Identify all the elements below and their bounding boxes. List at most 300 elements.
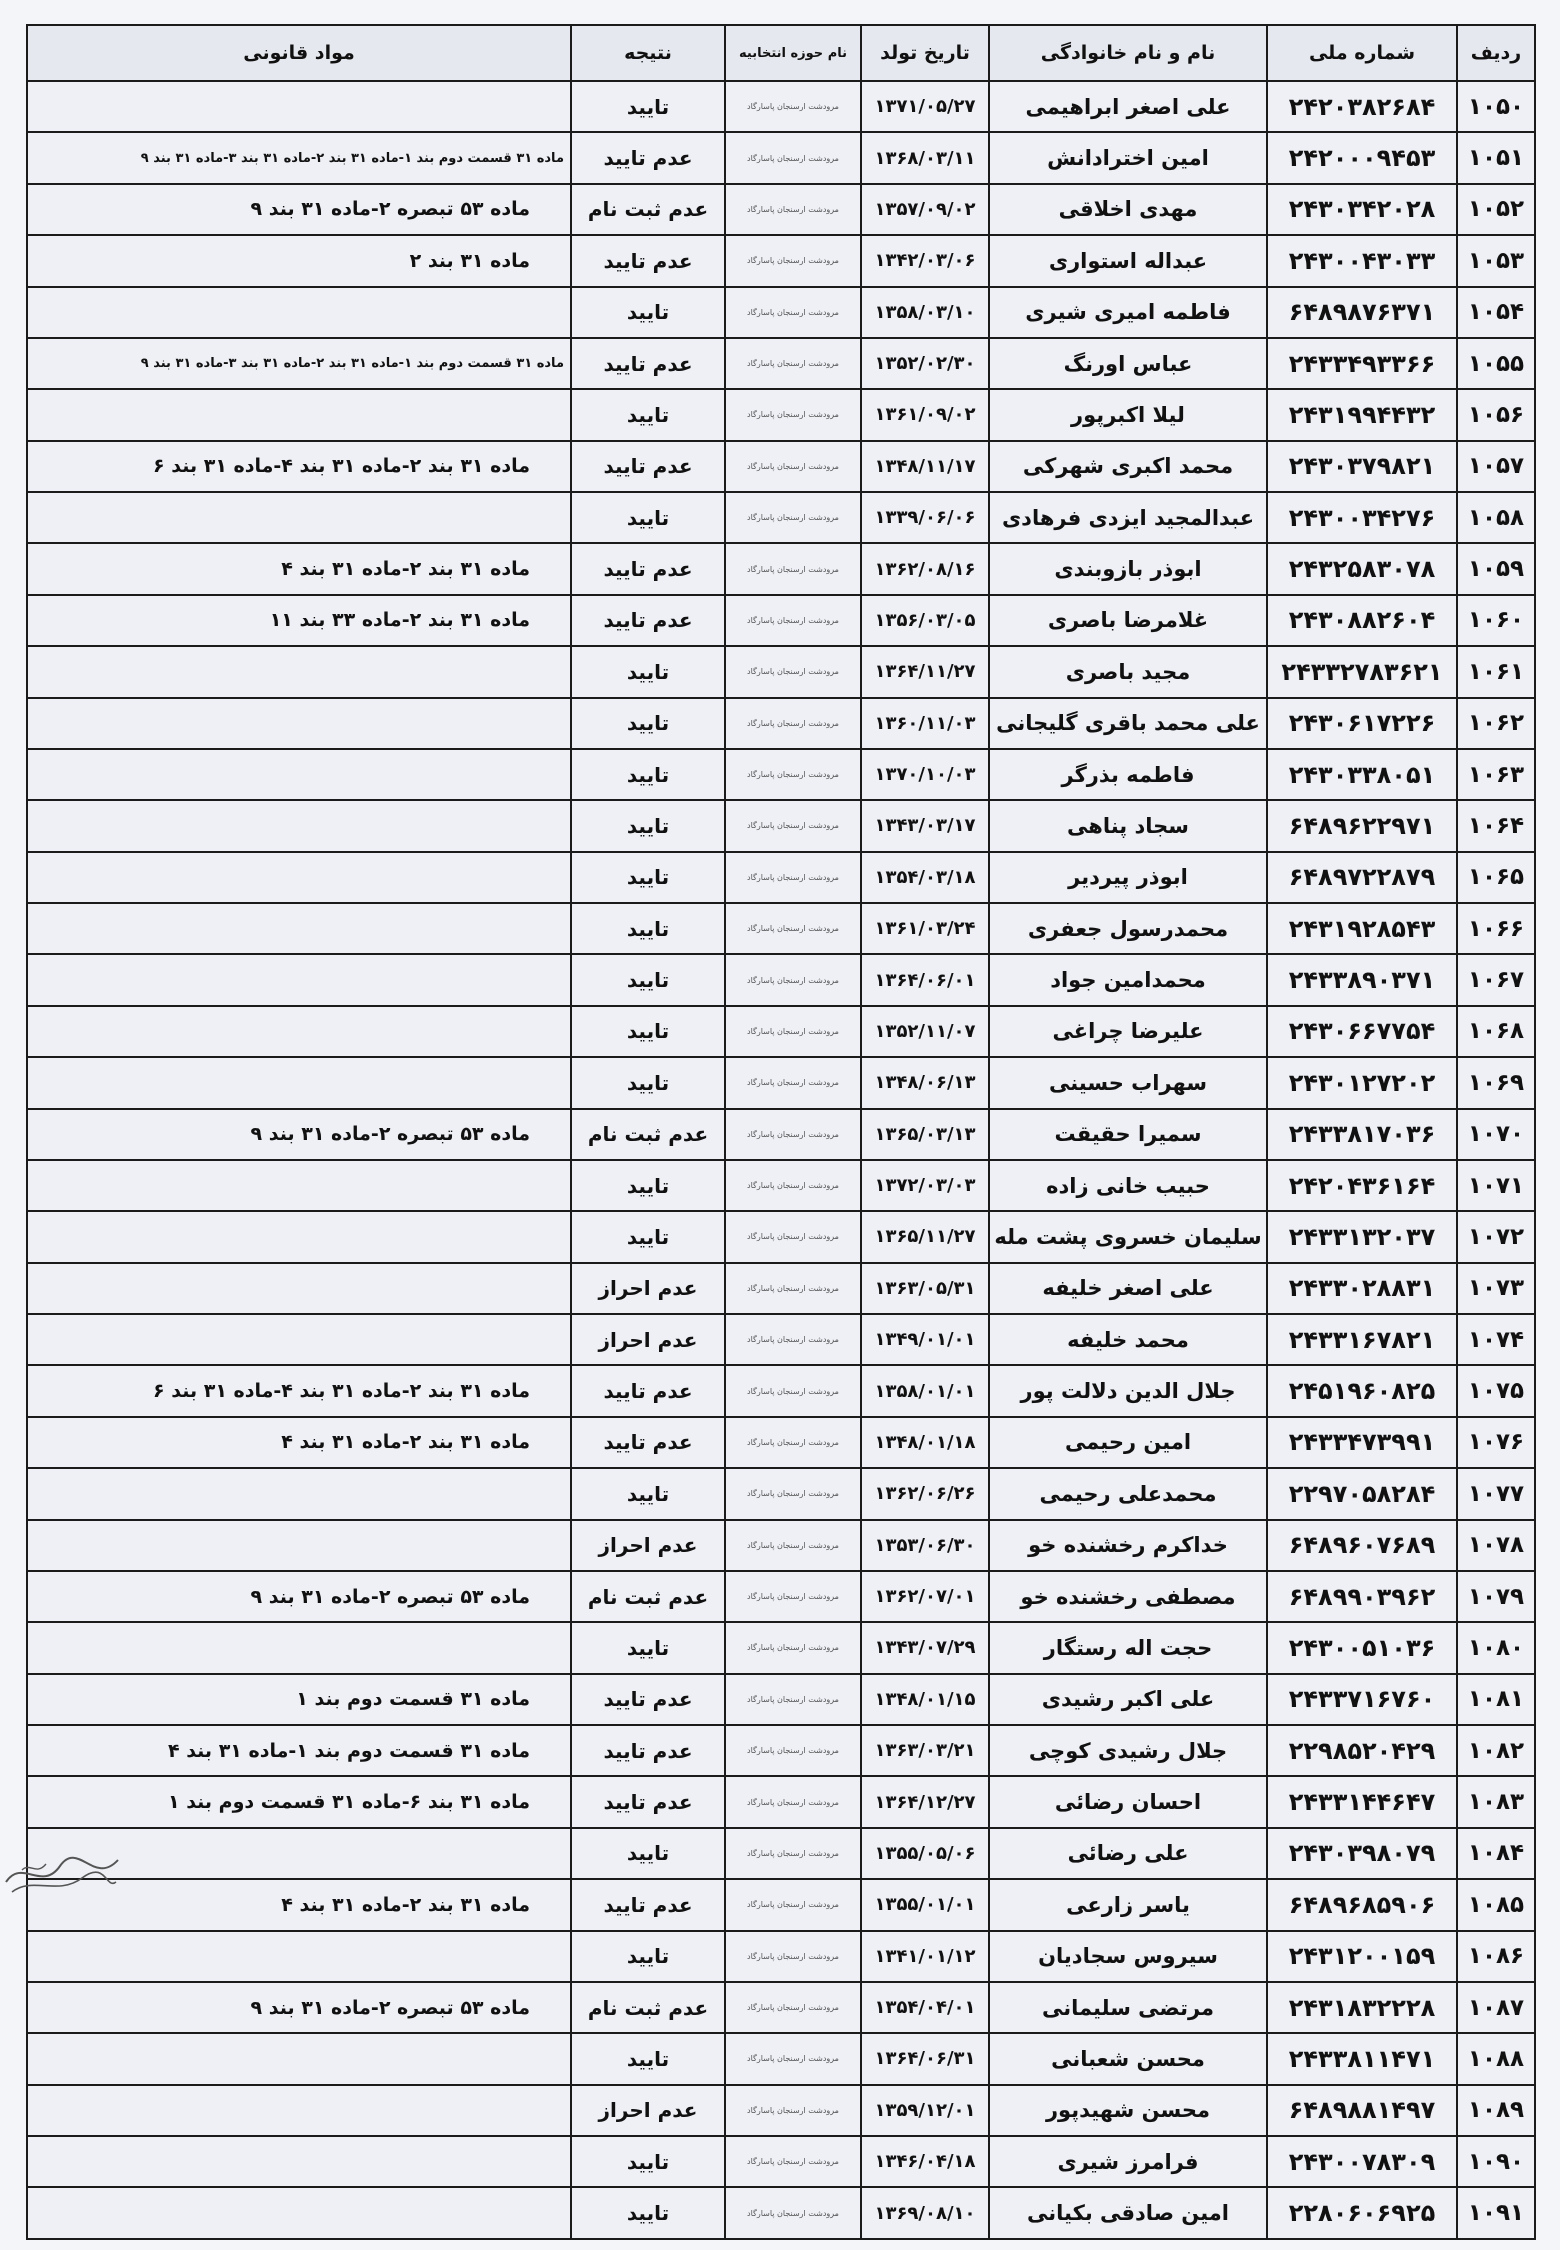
legal-articles-cell: ماده ۳۱ بند ۲-ماده ۳۱ بند ۴-ماده ۳۱ بند ۶ — [27, 441, 571, 492]
legal-articles-cell: ماده ۳۱ قسمت دوم بند ۱-ماده ۳۱ بند ۴ — [27, 1725, 571, 1776]
national-id-cell: ۲۲۸۰۶۰۶۹۲۵ — [1267, 2187, 1457, 2239]
national-id-cell: ۲۴۳۳۱۴۴۶۴۷ — [1267, 1776, 1457, 1827]
row-number-cell: ۱۰۶۰ — [1457, 595, 1535, 646]
table-row — [27, 1365, 1535, 1416]
legal-articles-cell — [27, 1006, 571, 1057]
national-id-cell: ۲۴۳۰۳۴۲۰۲۸ — [1267, 184, 1457, 235]
district-cell: مرودشت ارسنجان پاسارگاد — [725, 1674, 861, 1725]
legal-articles-cell — [27, 646, 571, 697]
birth-date-cell: ۱۳۴۹/۰۱/۰۱ — [861, 1314, 989, 1365]
result-cell: عدم ثبت نام — [571, 1982, 725, 2033]
birth-date-cell: ۱۳۶۲/۰۷/۰۱ — [861, 1571, 989, 1622]
result-cell: تایید — [571, 1057, 725, 1108]
district-cell: مرودشت ارسنجان پاسارگاد — [725, 595, 861, 646]
birth-date-cell: ۱۳۴۳/۰۷/۲۹ — [861, 1622, 989, 1673]
national-id-cell: ۲۴۳۰۰۷۸۳۰۹ — [1267, 2136, 1457, 2187]
table-row — [27, 2085, 1535, 2136]
result-cell: عدم تایید — [571, 1725, 725, 1776]
district-cell: مرودشت ارسنجان پاسارگاد — [725, 1160, 861, 1211]
table-row — [27, 2187, 1535, 2239]
national-id-cell: ۲۲۹۷۰۵۸۲۸۴ — [1267, 1468, 1457, 1519]
candidate-list-sheet — [26, 24, 1534, 2240]
birth-date-cell: ۱۳۶۴/۱۲/۲۷ — [861, 1776, 989, 1827]
legal-articles-cell: ماده ۳۱ بند ۲-ماده ۳۱ بند ۴-ماده ۳۱ بند ۶ — [27, 1365, 571, 1416]
table-row — [27, 81, 1535, 132]
legal-articles-cell — [27, 1520, 571, 1571]
table-row — [27, 1468, 1535, 1519]
national-id-cell: ۶۴۸۹۸۷۶۳۷۱ — [1267, 287, 1457, 338]
district-cell: مرودشت ارسنجان پاسارگاد — [725, 646, 861, 697]
district-cell: مرودشت ارسنجان پاسارگاد — [725, 1622, 861, 1673]
result-cell: تایید — [571, 646, 725, 697]
result-cell: تایید — [571, 389, 725, 440]
result-cell: تایید — [571, 852, 725, 903]
birth-date-cell: ۱۳۶۱/۰۹/۰۲ — [861, 389, 989, 440]
table-row — [27, 1674, 1535, 1725]
district-cell: مرودشت ارسنجان پاسارگاد — [725, 1057, 861, 1108]
birth-date-cell: ۱۳۶۴/۱۱/۲۷ — [861, 646, 989, 697]
full-name-cell: محمدامین جواد — [989, 954, 1267, 1005]
legal-articles-cell — [27, 1314, 571, 1365]
header-birth-date: تاریخ تولد — [861, 25, 989, 81]
national-id-cell: ۲۴۳۰۳۷۹۸۲۱ — [1267, 441, 1457, 492]
national-id-cell: ۲۴۳۲۵۸۳۰۷۸ — [1267, 543, 1457, 594]
district-cell: مرودشت ارسنجان پاسارگاد — [725, 2136, 861, 2187]
row-number-cell: ۱۰۷۳ — [1457, 1263, 1535, 1314]
full-name-cell: جلال الدین دلالت پور — [989, 1365, 1267, 1416]
district-cell: مرودشت ارسنجان پاسارگاد — [725, 1776, 861, 1827]
district-cell: مرودشت ارسنجان پاسارگاد — [725, 1931, 861, 1982]
full-name-cell: علی اصغر خلیفه — [989, 1263, 1267, 1314]
birth-date-cell: ۱۳۴۸/۰۱/۱۵ — [861, 1674, 989, 1725]
district-cell: مرودشت ارسنجان پاسارگاد — [725, 338, 861, 389]
header-full-name: نام و نام خانوادگی — [989, 25, 1267, 81]
legal-articles-cell — [27, 800, 571, 851]
header-district: نام حوزه انتخابیه — [725, 25, 861, 81]
full-name-cell: علی رضائی — [989, 1828, 1267, 1879]
district-cell: مرودشت ارسنجان پاسارگاد — [725, 2187, 861, 2239]
legal-articles-cell — [27, 852, 571, 903]
table-row — [27, 235, 1535, 286]
district-cell: مرودشت ارسنجان پاسارگاد — [725, 184, 861, 235]
legal-articles-cell — [27, 2033, 571, 2084]
full-name-cell: محسن شهیدپور — [989, 2085, 1267, 2136]
table-body — [27, 81, 1535, 2239]
row-number-cell: ۱۰۷۱ — [1457, 1160, 1535, 1211]
district-cell: مرودشت ارسنجان پاسارگاد — [725, 2085, 861, 2136]
row-number-cell: ۱۰۷۶ — [1457, 1417, 1535, 1468]
legal-articles-cell — [27, 2085, 571, 2136]
district-cell: مرودشت ارسنجان پاسارگاد — [725, 1520, 861, 1571]
table-row — [27, 1314, 1535, 1365]
birth-date-cell: ۱۳۴۱/۰۱/۱۲ — [861, 1931, 989, 1982]
legal-articles-cell: ماده ۳۱ بند ۲-ماده ۳۱ بند ۴ — [27, 1417, 571, 1468]
district-cell: مرودشت ارسنجان پاسارگاد — [725, 800, 861, 851]
row-number-cell: ۱۰۵۰ — [1457, 81, 1535, 132]
table-row — [27, 389, 1535, 440]
birth-date-cell: ۱۳۵۳/۰۶/۳۰ — [861, 1520, 989, 1571]
result-cell: عدم احراز — [571, 1263, 725, 1314]
table-row — [27, 1931, 1535, 1982]
district-cell: مرودشت ارسنجان پاسارگاد — [725, 903, 861, 954]
national-id-cell: ۲۴۳۱۲۰۰۱۵۹ — [1267, 1931, 1457, 1982]
legal-articles-cell — [27, 1468, 571, 1519]
legal-articles-cell — [27, 1622, 571, 1673]
birth-date-cell: ۱۳۶۰/۱۱/۰۳ — [861, 698, 989, 749]
full-name-cell: فاطمه بذرگر — [989, 749, 1267, 800]
national-id-cell: ۲۴۳۰۱۲۷۲۰۲ — [1267, 1057, 1457, 1108]
birth-date-cell: ۱۳۶۵/۰۳/۱۳ — [861, 1109, 989, 1160]
birth-date-cell: ۱۳۵۷/۰۹/۰۲ — [861, 184, 989, 235]
row-number-cell: ۱۰۸۱ — [1457, 1674, 1535, 1725]
legal-articles-cell: ماده ۵۳ تبصره ۲-ماده ۳۱ بند ۹ — [27, 184, 571, 235]
result-cell: تایید — [571, 903, 725, 954]
district-cell: مرودشت ارسنجان پاسارگاد — [725, 1417, 861, 1468]
national-id-cell: ۶۴۸۹۷۲۲۸۷۹ — [1267, 852, 1457, 903]
district-cell: مرودشت ارسنجان پاسارگاد — [725, 1109, 861, 1160]
national-id-cell: ۲۴۳۰۰۵۱۰۳۶ — [1267, 1622, 1457, 1673]
result-cell: عدم تایید — [571, 543, 725, 594]
full-name-cell: عبداله استواری — [989, 235, 1267, 286]
table-row — [27, 492, 1535, 543]
table-row — [27, 1109, 1535, 1160]
full-name-cell: محمدعلی رحیمی — [989, 1468, 1267, 1519]
birth-date-cell: ۱۳۵۴/۰۳/۱۸ — [861, 852, 989, 903]
district-cell: مرودشت ارسنجان پاسارگاد — [725, 1211, 861, 1262]
row-number-cell: ۱۰۶۳ — [1457, 749, 1535, 800]
result-cell: عدم ثبت نام — [571, 1109, 725, 1160]
table-row — [27, 2136, 1535, 2187]
birth-date-cell: ۱۳۴۸/۰۶/۱۳ — [861, 1057, 989, 1108]
birth-date-cell: ۱۳۶۱/۰۳/۲۴ — [861, 903, 989, 954]
row-number-cell: ۱۰۵۶ — [1457, 389, 1535, 440]
birth-date-cell: ۱۳۵۶/۰۳/۰۵ — [861, 595, 989, 646]
birth-date-cell: ۱۳۷۰/۱۰/۰۳ — [861, 749, 989, 800]
table-row — [27, 2033, 1535, 2084]
district-cell: مرودشت ارسنجان پاسارگاد — [725, 235, 861, 286]
legal-articles-cell — [27, 749, 571, 800]
row-number-cell: ۱۰۵۲ — [1457, 184, 1535, 235]
national-id-cell: ۲۴۳۱۹۲۸۵۴۳ — [1267, 903, 1457, 954]
row-number-cell: ۱۰۶۵ — [1457, 852, 1535, 903]
full-name-cell: علی اکبر رشیدی — [989, 1674, 1267, 1725]
table-row — [27, 1982, 1535, 2033]
row-number-cell: ۱۰۸۸ — [1457, 2033, 1535, 2084]
full-name-cell: امین اخترادانش — [989, 132, 1267, 183]
full-name-cell: احسان رضائی — [989, 1776, 1267, 1827]
table-row — [27, 1263, 1535, 1314]
district-cell: مرودشت ارسنجان پاسارگاد — [725, 852, 861, 903]
table-row — [27, 903, 1535, 954]
full-name-cell: علیرضا چراغی — [989, 1006, 1267, 1057]
district-cell: مرودشت ارسنجان پاسارگاد — [725, 1571, 861, 1622]
row-number-cell: ۱۰۸۹ — [1457, 2085, 1535, 2136]
result-cell: عدم احراز — [571, 1314, 725, 1365]
result-cell: تایید — [571, 287, 725, 338]
national-id-cell: ۲۴۵۱۹۶۰۸۲۵ — [1267, 1365, 1457, 1416]
birth-date-cell: ۱۳۶۲/۰۶/۲۶ — [861, 1468, 989, 1519]
table-row — [27, 1417, 1535, 1468]
birth-date-cell: ۱۳۵۸/۰۱/۰۱ — [861, 1365, 989, 1416]
table-row — [27, 1879, 1535, 1930]
table-row — [27, 595, 1535, 646]
birth-date-cell: ۱۳۵۲/۱۱/۰۷ — [861, 1006, 989, 1057]
national-id-cell: ۲۴۳۳۸۱۷۰۳۶ — [1267, 1109, 1457, 1160]
legal-articles-cell — [27, 954, 571, 1005]
district-cell: مرودشت ارسنجان پاسارگاد — [725, 1725, 861, 1776]
full-name-cell: محمدرسول جعفری — [989, 903, 1267, 954]
full-name-cell: خداکرم رخشنده خو — [989, 1520, 1267, 1571]
district-cell: مرودشت ارسنجان پاسارگاد — [725, 1879, 861, 1930]
birth-date-cell: ۱۳۶۹/۰۸/۱۰ — [861, 2187, 989, 2239]
header-row — [27, 25, 1535, 81]
national-id-cell: ۲۴۳۳۷۱۶۷۶۰ — [1267, 1674, 1457, 1725]
result-cell: عدم تایید — [571, 1674, 725, 1725]
row-number-cell: ۱۰۵۳ — [1457, 235, 1535, 286]
district-cell: مرودشت ارسنجان پاسارگاد — [725, 287, 861, 338]
birth-date-cell: ۱۳۵۵/۰۵/۰۶ — [861, 1828, 989, 1879]
national-id-cell: ۶۴۸۹۹۰۳۹۶۲ — [1267, 1571, 1457, 1622]
full-name-cell: عبدالمجید ایزدی فرهادی — [989, 492, 1267, 543]
row-number-cell: ۱۰۵۷ — [1457, 441, 1535, 492]
table-row — [27, 1828, 1535, 1879]
district-cell: مرودشت ارسنجان پاسارگاد — [725, 2033, 861, 2084]
birth-date-cell: ۱۳۶۳/۰۵/۳۱ — [861, 1263, 989, 1314]
row-number-cell: ۱۰۵۵ — [1457, 338, 1535, 389]
row-number-cell: ۱۰۷۲ — [1457, 1211, 1535, 1262]
legal-articles-cell: ماده ۵۳ تبصره ۲-ماده ۳۱ بند ۹ — [27, 1982, 571, 2033]
result-cell: تایید — [571, 1622, 725, 1673]
full-name-cell: حبیب خانی زاده — [989, 1160, 1267, 1211]
table-row — [27, 543, 1535, 594]
birth-date-cell: ۱۳۷۱/۰۵/۲۷ — [861, 81, 989, 132]
legal-articles-cell — [27, 1160, 571, 1211]
national-id-cell: ۲۴۳۰۶۱۷۲۲۶ — [1267, 698, 1457, 749]
result-cell: تایید — [571, 1468, 725, 1519]
legal-articles-cell: ماده ۳۱ بند ۲-ماده ۳۱ بند ۴ — [27, 1879, 571, 1930]
national-id-cell: ۲۴۳۳۱۶۷۸۲۱ — [1267, 1314, 1457, 1365]
table-row — [27, 441, 1535, 492]
table-row — [27, 1776, 1535, 1827]
full-name-cell: محمد اکبری شهرکی — [989, 441, 1267, 492]
district-cell: مرودشت ارسنجان پاسارگاد — [725, 1314, 861, 1365]
table-row — [27, 184, 1535, 235]
result-cell: تایید — [571, 2187, 725, 2239]
full-name-cell: سهراب حسینی — [989, 1057, 1267, 1108]
result-cell: عدم احراز — [571, 2085, 725, 2136]
district-cell: مرودشت ارسنجان پاسارگاد — [725, 954, 861, 1005]
table-row — [27, 1160, 1535, 1211]
district-cell: مرودشت ارسنجان پاسارگاد — [725, 698, 861, 749]
table-row — [27, 1725, 1535, 1776]
table-row — [27, 800, 1535, 851]
result-cell: عدم احراز — [571, 1520, 725, 1571]
birth-date-cell: ۱۳۶۴/۰۶/۳۱ — [861, 2033, 989, 2084]
national-id-cell: ۲۴۳۳۸۱۱۴۷۱ — [1267, 2033, 1457, 2084]
full-name-cell: مجید باصری — [989, 646, 1267, 697]
birth-date-cell: ۱۳۴۲/۰۳/۰۶ — [861, 235, 989, 286]
row-number-cell: ۱۰۶۴ — [1457, 800, 1535, 851]
national-id-cell: ۲۴۳۳۲۷۸۳۶۲۱ — [1267, 646, 1457, 697]
national-id-cell: ۲۴۳۳۰۲۸۸۳۱ — [1267, 1263, 1457, 1314]
legal-articles-cell — [27, 1828, 571, 1879]
header-result: نتیجه — [571, 25, 725, 81]
result-cell: تایید — [571, 2136, 725, 2187]
national-id-cell: ۲۴۳۰۶۶۷۷۵۴ — [1267, 1006, 1457, 1057]
national-id-cell: ۲۴۳۰۸۸۲۶۰۴ — [1267, 595, 1457, 646]
row-number-cell: ۱۰۷۴ — [1457, 1314, 1535, 1365]
full-name-cell: سجاد پناهی — [989, 800, 1267, 851]
table-row — [27, 287, 1535, 338]
row-number-cell: ۱۰۸۳ — [1457, 1776, 1535, 1827]
district-cell: مرودشت ارسنجان پاسارگاد — [725, 492, 861, 543]
row-number-cell: ۱۰۶۸ — [1457, 1006, 1535, 1057]
district-cell: مرودشت ارسنجان پاسارگاد — [725, 81, 861, 132]
district-cell: مرودشت ارسنجان پاسارگاد — [725, 1828, 861, 1879]
row-number-cell: ۱۰۸۷ — [1457, 1982, 1535, 2033]
legal-articles-cell — [27, 2136, 571, 2187]
full-name-cell: محسن شعبانی — [989, 2033, 1267, 2084]
result-cell: تایید — [571, 749, 725, 800]
national-id-cell: ۲۴۳۰۰۴۳۰۳۳ — [1267, 235, 1457, 286]
national-id-cell: ۲۴۳۰۳۳۸۰۵۱ — [1267, 749, 1457, 800]
full-name-cell: امین صادقی بکیانی — [989, 2187, 1267, 2239]
district-cell: مرودشت ارسنجان پاسارگاد — [725, 1982, 861, 2033]
table-row — [27, 1006, 1535, 1057]
birth-date-cell: ۱۳۶۲/۰۸/۱۶ — [861, 543, 989, 594]
result-cell: تایید — [571, 492, 725, 543]
full-name-cell: عباس اورنگ — [989, 338, 1267, 389]
full-name-cell: غلامرضا باصری — [989, 595, 1267, 646]
full-name-cell: مهدی اخلاقی — [989, 184, 1267, 235]
result-cell: تایید — [571, 1006, 725, 1057]
result-cell: تایید — [571, 1828, 725, 1879]
full-name-cell: حجت اله رستگار — [989, 1622, 1267, 1673]
row-number-cell: ۱۰۶۲ — [1457, 698, 1535, 749]
national-id-cell: ۲۴۳۱۹۹۴۴۳۲ — [1267, 389, 1457, 440]
result-cell: عدم ثبت نام — [571, 184, 725, 235]
full-name-cell: علی اصغر ابراهیمی — [989, 81, 1267, 132]
result-cell: تایید — [571, 954, 725, 1005]
district-cell: مرودشت ارسنجان پاسارگاد — [725, 132, 861, 183]
table-row — [27, 1057, 1535, 1108]
national-id-cell: ۲۴۲۰۳۸۲۶۸۴ — [1267, 81, 1457, 132]
national-id-cell: ۶۴۸۹۶۸۵۹۰۶ — [1267, 1879, 1457, 1930]
legal-articles-cell — [27, 1211, 571, 1262]
national-id-cell: ۲۲۹۸۵۲۰۴۲۹ — [1267, 1725, 1457, 1776]
national-id-cell: ۶۴۸۹۶۲۲۹۷۱ — [1267, 800, 1457, 851]
row-number-cell: ۱۰۵۸ — [1457, 492, 1535, 543]
legal-articles-cell: ماده ۳۱ قسمت دوم بند ۱ — [27, 1674, 571, 1725]
legal-articles-cell — [27, 492, 571, 543]
table-row — [27, 954, 1535, 1005]
result-cell: تایید — [571, 2033, 725, 2084]
birth-date-cell: ۱۳۵۵/۰۱/۰۱ — [861, 1879, 989, 1930]
full-name-cell: سیروس سجادیان — [989, 1931, 1267, 1982]
header-national-id: شماره ملی — [1267, 25, 1457, 81]
national-id-cell: ۲۴۳۰۰۳۴۲۷۶ — [1267, 492, 1457, 543]
table-row — [27, 1622, 1535, 1673]
legal-articles-cell: ماده ۳۱ بند ۲ — [27, 235, 571, 286]
row-number-cell: ۱۰۸۵ — [1457, 1879, 1535, 1930]
national-id-cell: ۲۴۳۳۱۳۲۰۳۷ — [1267, 1211, 1457, 1262]
full-name-cell: جلال رشیدی کوچی — [989, 1725, 1267, 1776]
legal-articles-cell: ماده ۳۱ بند ۶-ماده ۳۱ قسمت دوم بند ۱ — [27, 1776, 571, 1827]
row-number-cell: ۱۰۶۷ — [1457, 954, 1535, 1005]
national-id-cell: ۲۴۳۰۳۹۸۰۷۹ — [1267, 1828, 1457, 1879]
row-number-cell: ۱۰۸۶ — [1457, 1931, 1535, 1982]
birth-date-cell: ۱۳۵۴/۰۴/۰۱ — [861, 1982, 989, 2033]
legal-articles-cell: ماده ۳۱ قسمت دوم بند ۱-ماده ۳۱ بند ۲-ماده ۳۱ بند ۳-ماده ۳۱ بند ۹ — [27, 132, 571, 183]
row-number-cell: ۱۰۵۱ — [1457, 132, 1535, 183]
birth-date-cell: ۱۳۵۸/۰۳/۱۰ — [861, 287, 989, 338]
birth-date-cell: ۱۳۵۹/۱۲/۰۱ — [861, 2085, 989, 2136]
row-number-cell: ۱۰۷۰ — [1457, 1109, 1535, 1160]
national-id-cell: ۲۴۳۳۴۹۳۳۶۶ — [1267, 338, 1457, 389]
result-cell: تایید — [571, 1160, 725, 1211]
table-row — [27, 132, 1535, 183]
birth-date-cell: ۱۳۶۳/۰۳/۲۱ — [861, 1725, 989, 1776]
birth-date-cell: ۱۳۷۲/۰۳/۰۳ — [861, 1160, 989, 1211]
legal-articles-cell: ماده ۳۱ قسمت دوم بند ۱-ماده ۳۱ بند ۲-ماده ۳۱ بند ۳-ماده ۳۱ بند ۹ — [27, 338, 571, 389]
legal-articles-cell: ماده ۵۳ تبصره ۲-ماده ۳۱ بند ۹ — [27, 1109, 571, 1160]
result-cell: تایید — [571, 1931, 725, 1982]
result-cell: عدم تایید — [571, 235, 725, 286]
result-cell: عدم تایید — [571, 132, 725, 183]
legal-articles-cell: ماده ۳۱ بند ۲-ماده ۳۱ بند ۴ — [27, 543, 571, 594]
result-cell: عدم تایید — [571, 441, 725, 492]
result-cell: تایید — [571, 698, 725, 749]
table-row — [27, 1571, 1535, 1622]
row-number-cell: ۱۰۸۲ — [1457, 1725, 1535, 1776]
full-name-cell: مصطفی رخشنده خو — [989, 1571, 1267, 1622]
birth-date-cell: ۱۳۵۲/۰۲/۳۰ — [861, 338, 989, 389]
result-cell: عدم تایید — [571, 595, 725, 646]
result-cell: تایید — [571, 800, 725, 851]
result-cell: عدم تایید — [571, 1365, 725, 1416]
row-number-cell: ۱۰۷۷ — [1457, 1468, 1535, 1519]
national-id-cell: ۶۴۸۹۶۰۷۶۸۹ — [1267, 1520, 1457, 1571]
national-id-cell: ۶۴۸۹۸۸۱۴۹۷ — [1267, 2085, 1457, 2136]
table-row — [27, 852, 1535, 903]
full-name-cell: امین رحیمی — [989, 1417, 1267, 1468]
district-cell: مرودشت ارسنجان پاسارگاد — [725, 389, 861, 440]
row-number-cell: ۱۰۹۱ — [1457, 2187, 1535, 2239]
table-row — [27, 698, 1535, 749]
district-cell: مرودشت ارسنجان پاسارگاد — [725, 749, 861, 800]
district-cell: مرودشت ارسنجان پاسارگاد — [725, 543, 861, 594]
row-number-cell: ۱۰۶۶ — [1457, 903, 1535, 954]
full-name-cell: یاسر زارعی — [989, 1879, 1267, 1930]
table-row — [27, 338, 1535, 389]
birth-date-cell: ۱۳۶۵/۱۱/۲۷ — [861, 1211, 989, 1262]
result-cell: عدم ثبت نام — [571, 1571, 725, 1622]
table-row — [27, 1211, 1535, 1262]
full-name-cell: ابوذر پیردیر — [989, 852, 1267, 903]
result-cell: عدم تایید — [571, 1417, 725, 1468]
full-name-cell: علی محمد باقری گلیجانی — [989, 698, 1267, 749]
district-cell: مرودشت ارسنجان پاسارگاد — [725, 1006, 861, 1057]
national-id-cell: ۲۴۳۳۸۹۰۳۷۱ — [1267, 954, 1457, 1005]
legal-articles-cell — [27, 1931, 571, 1982]
row-number-cell: ۱۰۷۵ — [1457, 1365, 1535, 1416]
full-name-cell: ابوذر بازوبندی — [989, 543, 1267, 594]
legal-articles-cell — [27, 903, 571, 954]
candidate-table — [26, 24, 1536, 2240]
full-name-cell: محمد خلیفه — [989, 1314, 1267, 1365]
full-name-cell: فاطمه امیری شیری — [989, 287, 1267, 338]
birth-date-cell: ۱۳۶۴/۰۶/۰۱ — [861, 954, 989, 1005]
